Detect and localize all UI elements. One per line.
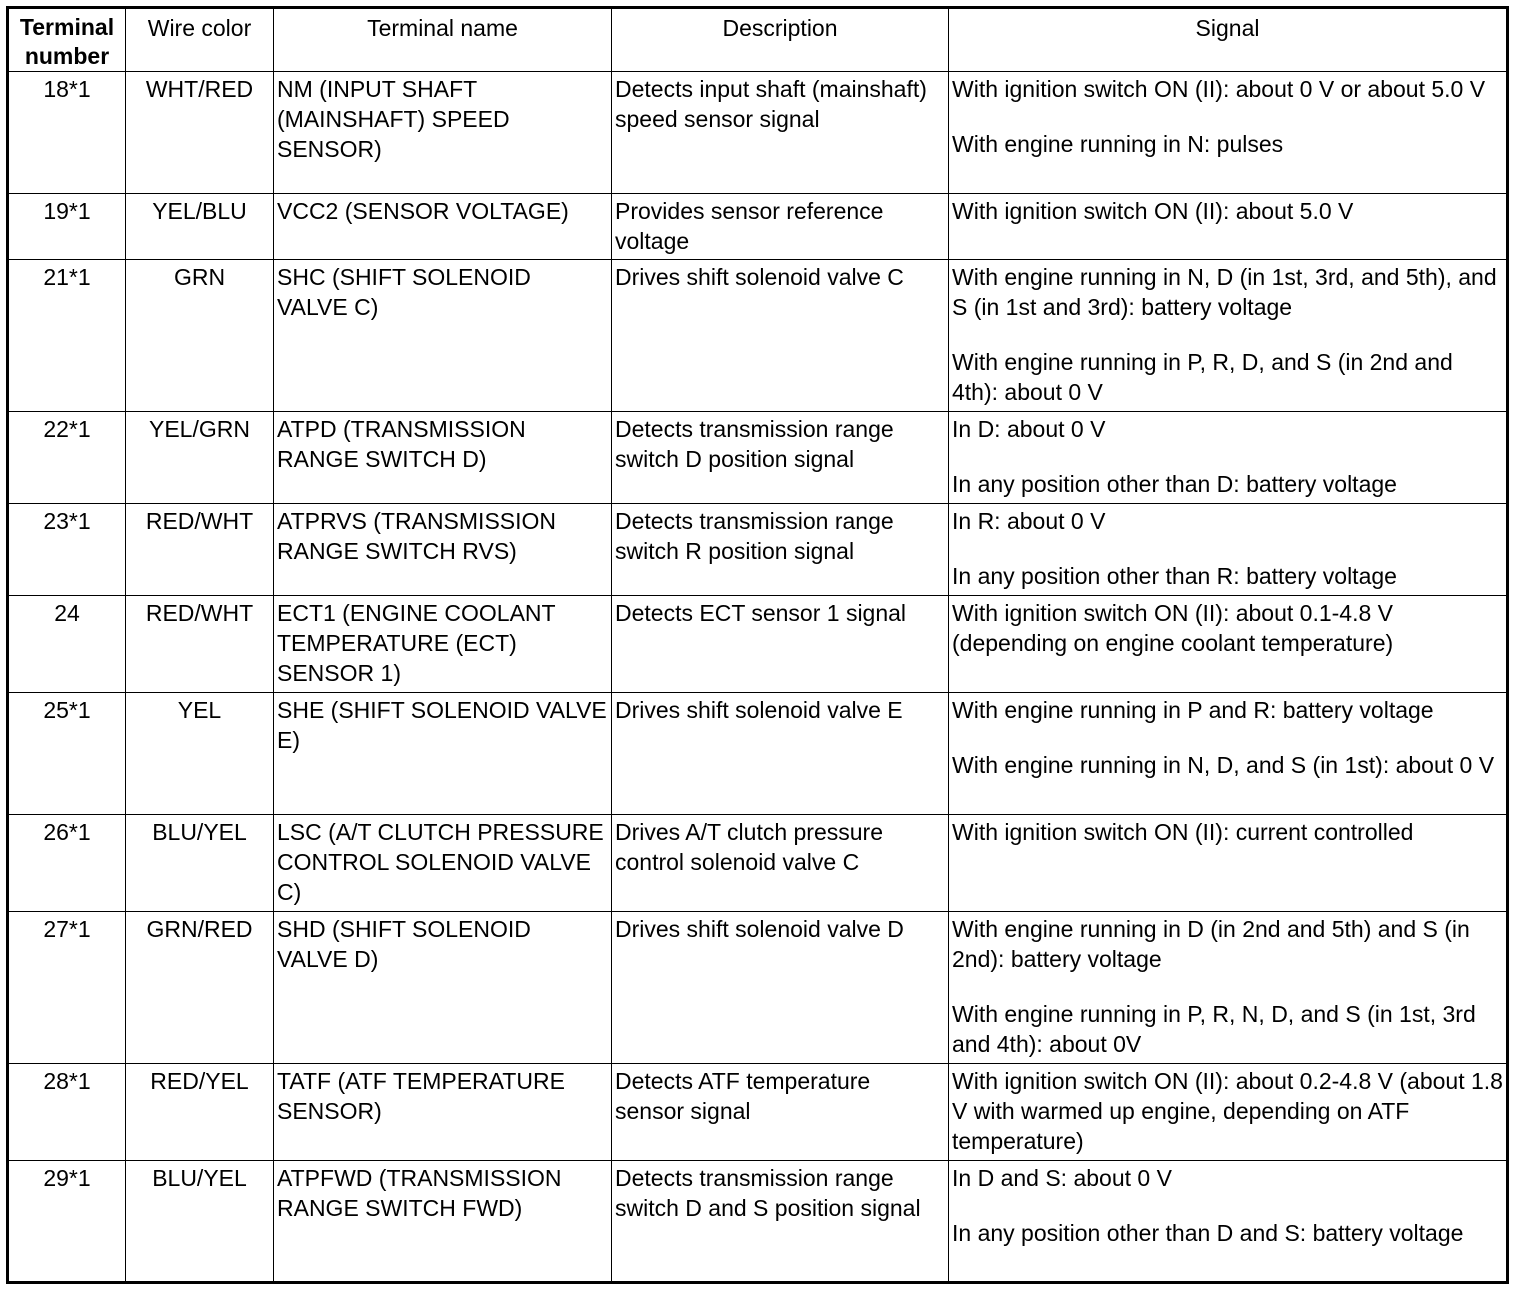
terminal-name-cell: ATPFWD (TRANSMISSION RANGE SWITCH FWD) [274,1161,612,1283]
terminal-name-cell: TATF (ATF TEMPERATURE SENSOR) [274,1064,612,1161]
signal-cell [949,412,1508,504]
wire-color-cell: YEL [126,693,274,815]
description-cell: Drives shift solenoid valve E [612,693,949,815]
signal-cell [949,815,1508,912]
terminal-number-cell: 24 [8,596,126,693]
wire-color-cell: RED/WHT [126,504,274,596]
signal-line: With ignition switch ON (II): about 0.2-4.8 V (about 1.8 V with warmed up engine, depending on ATF temperature) [952,1068,1503,1154]
signal-line: With engine running in P, R, D, and S (in 2nd and 4th): about 0 V [952,349,1453,405]
table-row [8,693,1508,815]
wire-color-cell: YEL/GRN [126,412,274,504]
description-cell: Drives shift solenoid valve C [612,260,949,412]
description-cell: Detects transmission range switch R position signal [612,504,949,596]
table-row [8,412,1508,504]
terminal-name-cell: VCC2 (SENSOR VOLTAGE) [274,194,612,260]
terminal-name-cell: SHC (SHIFT SOLENOID VALVE C) [274,260,612,412]
signal-line: In R: about 0 V [952,508,1106,534]
table-row [8,194,1508,260]
wire-color-cell: WHT/RED [126,72,274,194]
description-cell: Detects ATF temperature sensor signal [612,1064,949,1161]
header-terminal-number-line1: Terminal [19,14,115,40]
signal-cell [949,1161,1508,1283]
header-terminal-name: Terminal name [274,8,612,72]
terminal-number-cell: 27*1 [8,912,126,1064]
signal-cell [949,72,1508,194]
signal-line: With engine running in N, D (in 1st, 3rd, and 5th), and S (in 1st and 3rd): battery voltage [952,264,1497,320]
signal-line: With ignition switch ON (II): current controlled [952,819,1414,845]
signal-line: With engine running in D (in 2nd and 5th) and S (in 2nd): battery voltage [952,916,1470,972]
signal-line: In any position other than D and S: battery voltage [952,1220,1464,1246]
signal-line: In any position other than R: battery voltage [952,563,1397,589]
signal-cell [949,260,1508,412]
terminal-name-cell: SHD (SHIFT SOLENOID VALVE D) [274,912,612,1064]
header-signal: Signal [949,8,1508,72]
description-cell: Provides sensor reference voltage [612,194,949,260]
table-row [8,596,1508,693]
table-row [8,260,1508,412]
wire-color-cell: RED/YEL [126,1064,274,1161]
wire-color-cell: BLU/YEL [126,815,274,912]
wire-color-cell: YEL/BLU [126,194,274,260]
table-row [8,912,1508,1064]
terminal-number-cell: 19*1 [8,194,126,260]
table-row [8,815,1508,912]
wire-color-cell: GRN/RED [126,912,274,1064]
signal-line: With engine running in N: pulses [952,131,1284,157]
signal-cell [949,1064,1508,1161]
terminal-number-cell: 23*1 [8,504,126,596]
terminal-number-cell: 28*1 [8,1064,126,1161]
terminal-name-cell: LSC (A/T CLUTCH PRESSURE CONTROL SOLENOID VALVE C) [274,815,612,912]
terminal-name-cell: ATPRVS (TRANSMISSION RANGE SWITCH RVS) [274,504,612,596]
wire-color-cell: GRN [126,260,274,412]
wire-color-cell: RED/WHT [126,596,274,693]
terminal-number-cell: 26*1 [8,815,126,912]
signal-line: With engine running in P and R: battery voltage [952,697,1434,723]
terminal-name-cell: ECT1 (ENGINE COOLANT TEMPERATURE (ECT) SENSOR 1) [274,596,612,693]
signal-line: With engine running in P, R, N, D, and S (in 1st, 3rd and 4th): about 0V [952,1001,1476,1057]
header-description: Description [612,8,949,72]
header-terminal-number [8,8,126,72]
signal-line: In D: about 0 V [952,416,1106,442]
wire-color-cell: BLU/YEL [126,1161,274,1283]
table-row [8,504,1508,596]
table-body [8,72,1508,1283]
signal-cell [949,693,1508,815]
terminal-number-cell: 29*1 [8,1161,126,1283]
signal-line: With ignition switch ON (II): about 5.0 V [952,198,1354,224]
header-terminal-number-line2: number [24,43,110,69]
description-cell: Drives shift solenoid valve D [612,912,949,1064]
terminal-number-cell: 21*1 [8,260,126,412]
terminal-number-cell: 25*1 [8,693,126,815]
table-row [8,1161,1508,1283]
signal-line: With ignition switch ON (II): about 0.1-4.8 V (depending on engine coolant temperature) [952,600,1394,656]
signal-line: With engine running in N, D, and S (in 1st): about 0 V [952,752,1495,778]
terminal-number-cell: 18*1 [8,72,126,194]
description-cell: Detects transmission range switch D position signal [612,412,949,504]
description-cell: Drives A/T clutch pressure control solenoid valve C [612,815,949,912]
signal-cell [949,504,1508,596]
header-wire-color: Wire color [126,8,274,72]
description-cell: Detects transmission range switch D and S position signal [612,1161,949,1283]
terminal-name-cell: NM (INPUT SHAFT (MAINSHAFT) SPEED SENSOR) [274,72,612,194]
header-row [8,8,1508,72]
signal-cell [949,912,1508,1064]
terminal-name-cell: SHE (SHIFT SOLENOID VALVE E) [274,693,612,815]
signal-line: In any position other than D: battery voltage [952,471,1397,497]
terminal-name-cell: ATPD (TRANSMISSION RANGE SWITCH D) [274,412,612,504]
signal-line: With ignition switch ON (II): about 0 V or about 5.0 V [952,76,1486,102]
table-row [8,72,1508,194]
signal-cell [949,194,1508,260]
description-cell: Detects ECT sensor 1 signal [612,596,949,693]
description-cell: Detects input shaft (mainshaft) speed sensor signal [612,72,949,194]
signal-line: In D and S: about 0 V [952,1165,1172,1191]
terminal-table [6,6,1509,1284]
table-row [8,1064,1508,1161]
signal-cell [949,596,1508,693]
terminal-number-cell: 22*1 [8,412,126,504]
